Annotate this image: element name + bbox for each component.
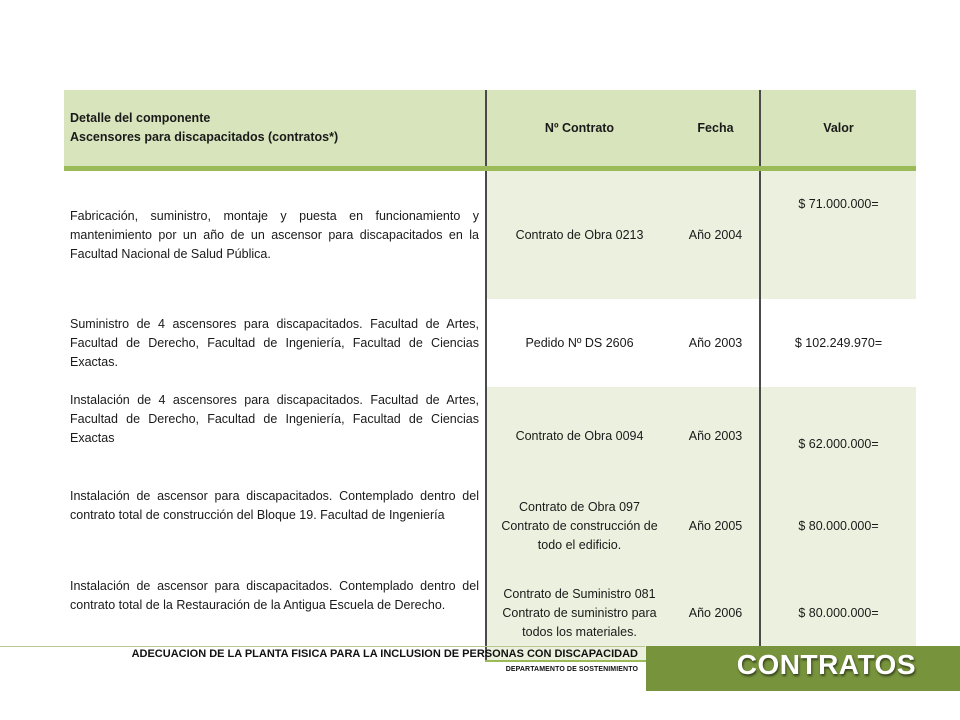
table-header-row [64, 90, 916, 169]
row-value: $ 71.000.000= [760, 169, 916, 300]
row-value: $ 80.000.000= [760, 567, 916, 661]
row-description: Suministro de 4 ascensores para discapacitados. Facultad de Artes, Facultad de Derecho, Facultad de Ingeniería, Facultad de Ciencias Exactas. [64, 299, 486, 387]
row-contract-line: Contrato de Obra 0094 [515, 428, 644, 443]
header-contract-number: Nº Contrato [486, 90, 672, 169]
table-row [64, 387, 916, 485]
row-contract-line: Contrato de Obra 0213 [515, 227, 644, 242]
header-date: Fecha [672, 90, 760, 169]
row-value: $ 62.000.000= [760, 387, 916, 485]
row-value: $ 102.249.970= [760, 299, 916, 387]
table-row [64, 485, 916, 567]
header-detail [64, 90, 486, 169]
header-detail-line1: Detalle del componente [70, 111, 211, 125]
table-row [64, 299, 916, 387]
footer-subtitle: DEPARTAMENTO DE SOSTENIMIENTO [505, 666, 638, 673]
row-description: Fabricación, suministro, montaje y puesta en funcionamiento y mantenimiento por un año de un ascensor para discapacitados en la Facultad Nacional de Salud Pública. [64, 169, 486, 300]
header-detail-line2: Ascensores para discapacitados (contratos*) [70, 130, 339, 144]
row-date: Año 2003 [672, 387, 760, 485]
row-contract [486, 169, 672, 300]
row-contract-line: Pedido Nº DS 2606 [525, 335, 634, 350]
row-contract-note: Contrato de construcción de todo el edificio. [501, 518, 658, 552]
footer-divider [0, 646, 645, 647]
footer-title: ADECUACION DE LA PLANTA FISICA PARA LA INCLUSION DE PERSONAS CON DISCAPACIDAD [131, 648, 638, 660]
row-date: Año 2006 [672, 567, 760, 661]
section-tab-label: CONTRATOS [736, 649, 916, 680]
row-description: Instalación de ascensor para discapacitados. Contemplado dentro del contrato total de la Restauración de la Antigua Escuela de Derecho. [64, 567, 486, 661]
row-date: Año 2003 [672, 299, 760, 387]
row-date: Año 2004 [672, 169, 760, 300]
header-value: Valor [760, 90, 916, 169]
row-description: Instalación de ascensor para discapacitados. Contemplado dentro del contrato total de construcción del Bloque 19. Facultad de Ingeniería [64, 485, 486, 567]
section-tab [646, 646, 960, 691]
row-date: Año 2005 [672, 485, 760, 567]
row-contract [486, 387, 672, 485]
row-value: $ 80.000.000= [760, 485, 916, 567]
row-contract-line: Contrato de Obra 097 [519, 499, 640, 514]
row-contract [486, 299, 672, 387]
row-description: Instalación de 4 ascensores para discapacitados. Facultad de Artes, Facultad de Derecho, Facultad de Ingeniería, Facultad de Ciencias Exactas [64, 387, 486, 485]
row-contract-line: Contrato de Suministro 081 [503, 587, 656, 601]
table-row [64, 169, 916, 300]
row-contract-note: Contrato de suministro para todos los materiales. [502, 606, 657, 639]
row-contract [486, 485, 672, 567]
contracts-table [64, 90, 916, 662]
